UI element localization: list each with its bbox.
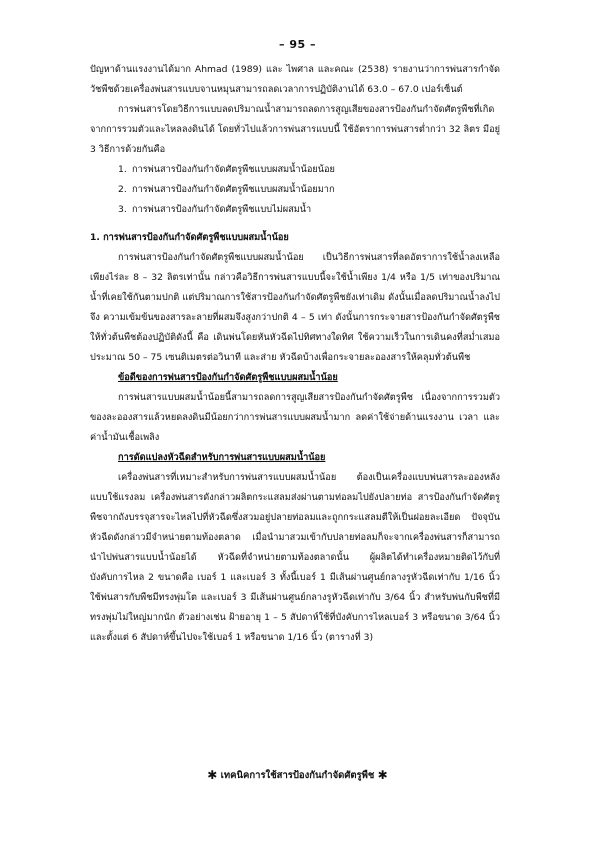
subheading-advantages: ข้อดีของการพ่นสารป้องกันกำจัดศัตรูพืชแบบผสมน้ำน้อย bbox=[118, 372, 338, 383]
page-number: – 95 – bbox=[279, 38, 316, 51]
page-footer bbox=[0, 768, 595, 783]
paragraph-intro: ปัญหาด้านแรงงานได้มาก Ahmad (1989) และ ไพศาล และคณะ (2538) รายงานว่าการพ่นสารกำจัดวัชพืชด้วยเครื่องพ่นสารแบบจานหมุนสามารถลดเวลาการปฏิบัติงานได้ 63.0 – 67.0 เปอร์เซ็นต์ bbox=[90, 64, 500, 95]
star-icon: ✱ bbox=[377, 768, 388, 782]
list-item-number: 1. bbox=[118, 164, 127, 175]
paragraph-advantages: การพ่นสารแบบผสมน้ำน้อยนี้สามารถลดการสูญเสียสารป้องกันกำจัดศัตรูพืช เนื่องจากการรวมตัวของละอองสารแล้วหยดลงดินมีน้อยกว่าการพ่นสารแบบผสมน้ำมาก ลดค่าใช้จ่ายด้านแรงงาน เวลา และค่าน้ำมันเชื้อเพลิง bbox=[90, 392, 500, 443]
footer-title: เทคนิคการใช้สารป้องกันกำจัดศัตรูพืช bbox=[220, 770, 375, 781]
list-item-text: การพ่นสารป้องกันกำจัดศัตรูพืชแบบไม่ผสมน้ำ bbox=[132, 204, 312, 215]
list-item bbox=[90, 160, 500, 180]
list-item-number: 2. bbox=[118, 184, 127, 195]
page-body bbox=[90, 60, 500, 648]
paragraph-nozzle-modification: เครื่องพ่นสารที่เหมาะสำหรับการพ่นสารแบบผสมน้ำน้อย ต้องเป็นเครื่องแบบพ่นสารละอองหลังแบบใช้แรงลม เครื่องพ่นสารดังกล่าวผลิตกระแสลมส่งผ่านตามท่อลมไปยังปลายท่อ สารป้องกันกำจัดศัตรูพืชจากถังบรรจุสารจะไหลไปที่หัวฉีดซึ่งสวมอยู่ปลายท่อลมและถูกกระแสลมตีให้เป็นฝอยละเอียด ปัจจุบันหัวฉีดดังกล่าวมีจำหน่ายตามท้องตลาด เมื่อนำมาสวมเข้ากับปลายท่อลมก็จะจากเครื่องพ่นสารก็สามารถนำไปพ่นสารแบบน้ำน้อยได้ หัวฉีดที่จำหน่ายตามท้องตลาดนั้น ผู้ผลิตได้ทำเครื่องหมายติดไว้กับที่บังคับการไหล 2 ขนาดคือ เบอร์ 1 และเบอร์ 3 ทั้งนี้เบอร์ 1 มีเส้นผ่านศูนย์กลางรูหัวฉีดเท่ากับ 1/16 นิ้ว ใช้พ่นสารกับพืชมีทรงพุ่มโต และเบอร์ 3 มีเส้นผ่านศูนย์กลางรูหัวฉีดเท่ากับ 3/64 นิ้ว สำหรับพ่นกับพืชที่มีทรงพุ่มไม่ใหญ่มากนัก ตัวอย่างเช่น ฝ้ายอายุ 1 – 5 สัปดาห์ใช้ที่บังคับการไหลเบอร์ 3 หรือขนาด 3/64 นิ้ว และตั้งแต่ 6 สัปดาห์ขึ้นไปจะใช้เบอร์ 1 หรือขนาด 1/16 นิ้ว (ตารางที่ 3) bbox=[90, 472, 500, 643]
list-item-text: การพ่นสารป้องกันกำจัดศัตรูพืชแบบผสมน้ำน้อยน้อย bbox=[132, 164, 335, 175]
star-icon: ✱ bbox=[207, 768, 218, 782]
paragraph-low-volume: การพ่นสารโดยวิธีการแบบลดปริมาณน้ำสามารถลดการสูญเสียของสารป้องกันกำจัดศัตรูพืชที่เกิดจากการรวมตัวและไหลลงดินได้ โดยทั่วไปแล้วการพ่นสารแบบนี้ ใช้อัตราการพ่นสารต่ำกว่า 32 ลิตร มีอยู่ 3 วิธีการด้วยกันคือ bbox=[90, 104, 500, 155]
paragraph-method-description: การพ่นสารป้องกันกำจัดศัตรูพืชแบบผสมน้ำน้อย เป็นวิธีการพ่นสารที่ลดอัตราการใช้น้ำลงเหลือเพียงไร่ละ 8 – 32 ลิตรเท่านั้น กล่าวคือวิธีการพ่นสารแบบนี้จะใช้น้ำเพียง 1/4 หรือ 1/5 เท่าของปริมาณน้ำที่เคยใช้กันตามปกติ แต่ปริมาณการใช้สารป้องกันกำจัดศัตรูพืชยังเท่าเดิม ดังนั้นเมื่อลดปริมาณน้ำลงไปจึง ความเข้มข้นของสารละลายที่ผสมจึงสูงกว่าปกติ 4 – 5 เท่า ดังนั้นการกระจายสารป้องกันกำจัดศัตรูพืชให้ทั่วต้นพืชต้องปฏิบัติดังนี้ คือ เดินพ่นโดยหันหัวฉีดไปทิศทางใดทิศ ใช้ความเร็วในการเดินคงที่สม่ำเสมอประมาณ 50 – 75 เซนติเมตรต่อวินาที และส่าย หัวฉีดบ้างเพื่อกระจายละอองสารให้คลุมทั่วต้นพืช bbox=[90, 252, 500, 363]
subheading-nozzle-modification: การดัดแปลงหัวฉีดสำหรับการพ่นสารแบบผสมน้ำน้อย bbox=[118, 452, 326, 463]
list-item bbox=[90, 200, 500, 220]
method-list bbox=[90, 160, 500, 220]
section-heading: 1. การพ่นสารป้องกันกำจัดศัตรูพืชแบบผสมน้ำน้อย bbox=[90, 232, 289, 243]
list-item-number: 3. bbox=[118, 204, 127, 215]
list-item bbox=[90, 180, 500, 200]
list-item-text: การพ่นสารป้องกันกำจัดศัตรูพืชแบบผสมน้ำน้อยมาก bbox=[132, 184, 335, 195]
